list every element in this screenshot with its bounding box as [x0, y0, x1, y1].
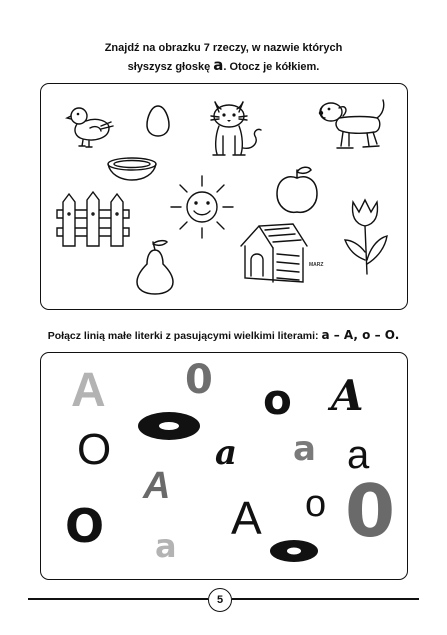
letter-o-thin[interactable]: o — [305, 483, 327, 525]
illustrator-signature: MARZ — [309, 262, 324, 268]
footer-line-left — [28, 598, 208, 600]
letter-O-flat-black[interactable] — [137, 411, 201, 441]
letter-pairs: a – A, o – O. — [321, 328, 400, 342]
vowel-a: a — [213, 56, 224, 74]
letter-A-gray-1[interactable]: A — [71, 364, 106, 417]
footer-line-right — [232, 598, 419, 600]
instruction-connect-letters: Połącz linią małe literki z pasującymi wielkimi literami: a – A, o – O. — [47, 328, 400, 342]
letter-0-big-gray[interactable]: 0 — [345, 469, 396, 553]
letters-box — [40, 352, 408, 580]
dog-icon[interactable] — [317, 96, 389, 152]
letter-A-thin[interactable]: A — [231, 492, 262, 544]
letter-a-thin[interactable]: a — [347, 433, 370, 477]
page-number: 5 — [208, 588, 232, 612]
letter-a-gray[interactable]: a — [293, 429, 316, 469]
sun-icon[interactable] — [167, 172, 237, 242]
letter-o-flat-black[interactable] — [269, 539, 319, 563]
fence-icon[interactable] — [55, 190, 131, 250]
pear-icon[interactable] — [135, 238, 175, 296]
letter-O-thin[interactable]: O — [77, 425, 112, 474]
letter-0-gray[interactable]: 0 — [185, 357, 213, 403]
letter-a-light-gray[interactable]: a — [155, 527, 177, 565]
egg-icon[interactable] — [145, 104, 171, 138]
apple-icon[interactable] — [273, 164, 321, 216]
letter-o-black-1[interactable]: o — [263, 375, 292, 424]
doghouse-icon[interactable] — [237, 222, 327, 288]
bowl-icon[interactable] — [105, 156, 159, 184]
letter-A-italic-gray[interactable]: A — [143, 465, 171, 507]
letter-A-serif-black[interactable]: A — [331, 371, 364, 420]
instruction-line-2: słyszysz głoskę a. Otocz je kółkiem. — [127, 56, 320, 74]
chick-icon[interactable] — [65, 104, 115, 152]
letter-a-serif-black[interactable]: a — [215, 433, 238, 473]
instruction-line-1: Znajdź na obrazku 7 rzeczy, w nazwie których — [104, 42, 343, 54]
letter-O-black-bold[interactable]: O — [65, 499, 105, 553]
tulip-icon[interactable] — [341, 198, 389, 276]
picture-box — [40, 83, 408, 310]
instruction-find-things — [0, 40, 447, 76]
cat-icon[interactable] — [207, 96, 265, 160]
